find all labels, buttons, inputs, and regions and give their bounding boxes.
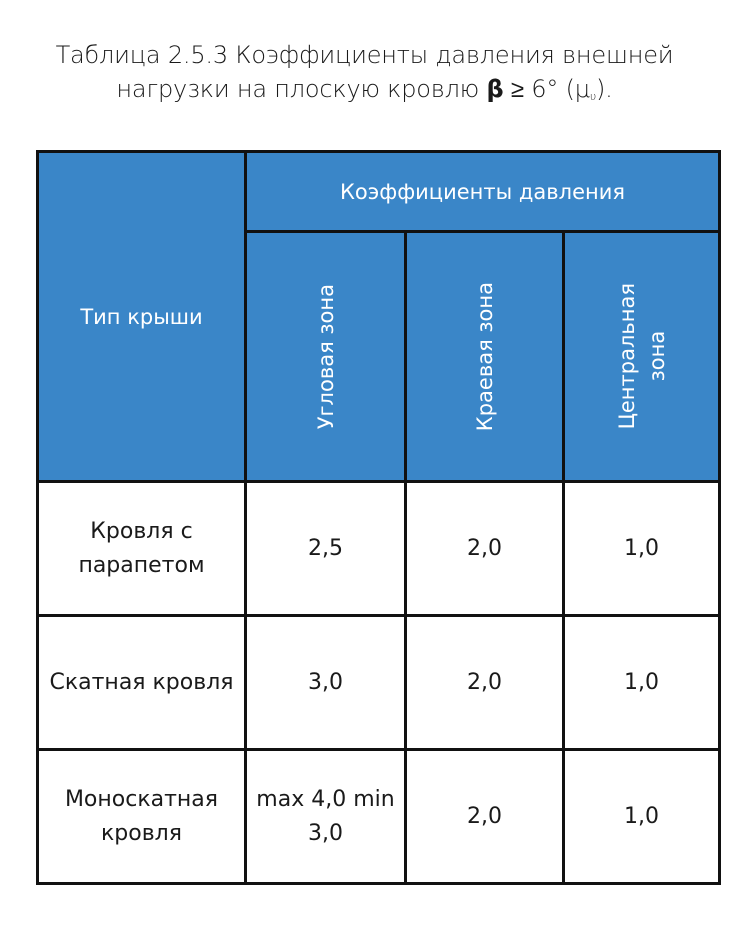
row-1-edge-value: 2,0	[406, 482, 564, 616]
row-3-roof-type	[38, 750, 246, 884]
row-2-roof-type-text: Скатная кровля	[49, 669, 234, 695]
row-3-corner-value-text: max 4,0 min 3,0	[256, 786, 395, 846]
row-1-corner-value: 2,5	[246, 482, 406, 616]
header-edge-zone-label: Краевая зона	[472, 281, 497, 432]
header-pressure-coefficients: Коэффициенты давления	[246, 152, 720, 232]
caption-beta-symbol: β	[486, 75, 504, 103]
table-row	[38, 616, 720, 750]
caption-line-2-suffix: ).	[596, 75, 613, 103]
table-caption	[0, 38, 729, 114]
caption-line-2-prefix: нагрузки на плоскую кровлю	[116, 75, 487, 103]
row-1-roof-type	[38, 482, 246, 616]
row-3-corner-value	[246, 750, 406, 884]
caption-subscript: υ	[589, 90, 597, 103]
row-2-edge-value: 2,0	[406, 616, 564, 750]
header-center-zone-label: Центральная зона	[614, 283, 669, 430]
caption-line-1: Таблица 2.5.3 Коэффициенты давления внешней	[55, 41, 674, 69]
header-corner-zone-label: Угловая зона	[313, 283, 338, 430]
row-1-center-value: 1,0	[564, 482, 720, 616]
row-2-roof-type	[38, 616, 246, 750]
table-row	[38, 482, 720, 616]
caption-line-2	[0, 72, 729, 114]
header-center-zone	[564, 232, 720, 482]
header-roof-type: Тип крыши	[38, 152, 246, 482]
row-3-center-value: 1,0	[564, 750, 720, 884]
header-row-1	[38, 152, 720, 232]
row-3-roof-type-text: Моноскатная кровля	[64, 786, 219, 846]
row-3-edge-value: 2,0	[406, 750, 564, 884]
row-2-corner-value: 3,0	[246, 616, 406, 750]
caption-line-2-mid: ≥ 6° (μ	[503, 75, 590, 103]
header-edge-zone	[406, 232, 564, 482]
row-2-center-value: 1,0	[564, 616, 720, 750]
header-corner-zone	[246, 232, 406, 482]
row-1-roof-type-text: Кровля с парапетом	[78, 518, 205, 578]
pressure-coefficients-table	[36, 150, 721, 885]
table-row	[38, 750, 720, 884]
